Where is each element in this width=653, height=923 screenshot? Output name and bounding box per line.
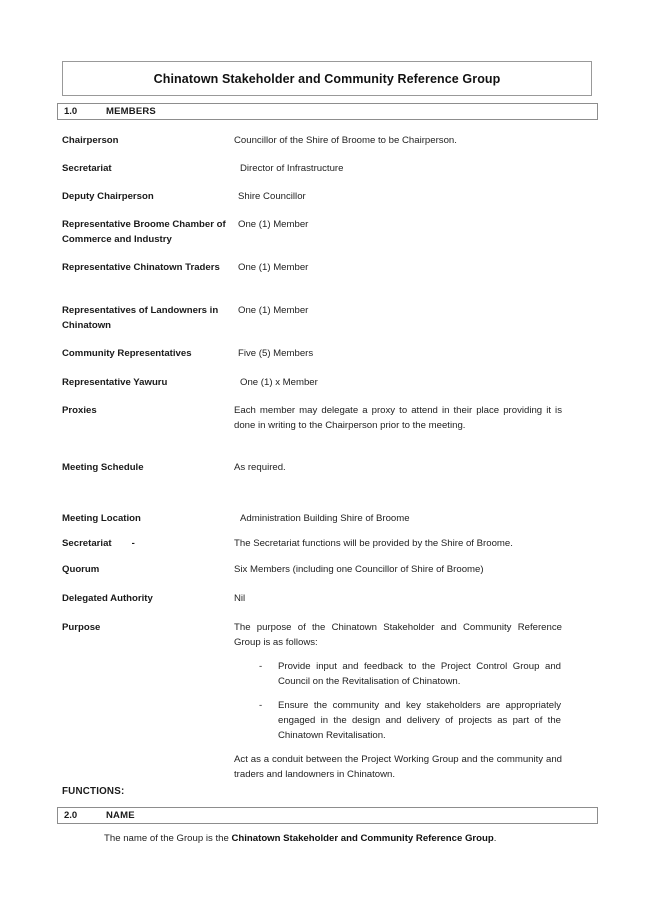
row-value: One (1) x Member	[240, 377, 318, 388]
table-row	[62, 591, 562, 606]
row-label: Meeting Location	[62, 513, 141, 524]
name-paragraph-suffix: .	[493, 833, 497, 844]
table-row	[62, 161, 562, 176]
row-label: Chairperson	[62, 135, 119, 146]
row-label: Representatives of Landowners in Chinatown	[62, 305, 219, 331]
row-label	[62, 536, 234, 551]
section-number: 2.0	[64, 810, 78, 821]
row-label: Representative Yawuru	[62, 377, 168, 388]
section-header-name	[57, 807, 598, 824]
document-title-box	[62, 61, 592, 96]
list-item-text: Ensure the community and key stakeholders are appropriately engaged in the design and delivery of projects as part of the Chinatown Revitalisation.	[278, 700, 561, 741]
row-label: Delegated Authority	[62, 593, 153, 604]
name-paragraph	[104, 831, 584, 846]
row-label: Representative Chinatown Traders	[62, 262, 220, 273]
table-row	[62, 511, 562, 526]
row-value: Nil	[234, 593, 246, 604]
row-value: Councillor of the Shire of Broome to be Chairperson.	[234, 135, 457, 146]
table-row	[62, 375, 562, 390]
table-row	[62, 460, 562, 475]
row-label: Proxies	[62, 405, 97, 416]
list-item	[234, 659, 562, 689]
section-header-members	[57, 103, 598, 120]
row-label: Quorum	[62, 564, 100, 575]
page-title: Chinatown Stakeholder and Community Reference Group	[153, 71, 501, 86]
table-row-purpose	[62, 620, 562, 782]
list-item-text: Provide input and feedback to the Project Control Group and Council on the Revitalisation of Chinatown.	[278, 661, 561, 687]
row-value: Director of Infrastructure	[240, 163, 344, 174]
table-row	[62, 133, 562, 148]
row-value: Five (5) Members	[238, 348, 314, 359]
row-label-dash: -	[131, 538, 135, 549]
row-value: One (1) Member	[238, 219, 309, 230]
row-value: Shire Councillor	[238, 191, 306, 202]
section-number: 1.0	[64, 106, 78, 117]
table-row	[62, 189, 562, 204]
row-value: Administration Building Shire of Broome	[240, 513, 410, 524]
table-row	[62, 346, 562, 361]
table-row	[62, 217, 562, 247]
table-row	[62, 403, 562, 433]
functions-heading: FUNCTIONS:	[62, 786, 125, 797]
list-item	[234, 698, 562, 743]
section-label: NAME	[106, 810, 135, 821]
row-value: Each member may delegate a proxy to attend in their place providing it is done in writing to the Chairperson prior to the meeting.	[234, 405, 562, 431]
row-value: One (1) Member	[238, 305, 309, 316]
purpose-closing-text: Act as a conduit between the Project Working Group and the community and traders and landowners in Chinatown.	[234, 754, 562, 780]
bullet-marker-icon: -	[259, 700, 263, 711]
purpose-bullet-list	[234, 659, 562, 743]
table-row	[62, 303, 562, 333]
row-value: One (1) Member	[238, 262, 309, 273]
table-row	[62, 562, 562, 577]
row-value: As required.	[234, 462, 286, 473]
bullet-marker-icon: -	[259, 661, 263, 672]
row-label: Meeting Schedule	[62, 462, 144, 473]
name-paragraph-bold: Chinatown Stakeholder and Community Reference Group	[231, 833, 494, 844]
purpose-intro: The purpose of the Chinatown Stakeholder and Community Reference Group is as follows:	[234, 622, 562, 648]
row-label: Deputy Chairperson	[62, 191, 154, 202]
row-value: Six Members (including one Councillor of Shire of Broome)	[234, 564, 484, 575]
table-row	[62, 536, 562, 551]
section-label: MEMBERS	[106, 106, 156, 117]
row-value: The Secretariat functions will be provided by the Shire of Broome.	[234, 538, 513, 549]
row-label: Purpose	[62, 622, 101, 633]
table-row	[62, 260, 562, 275]
row-label-text: Secretariat	[62, 538, 112, 549]
row-label: Secretariat	[62, 163, 112, 174]
row-label: Community Representatives	[62, 348, 192, 359]
row-label: Representative Broome Chamber of Commerce and Industry	[62, 219, 226, 245]
name-paragraph-prefix: The name of the Group is the	[104, 833, 232, 844]
